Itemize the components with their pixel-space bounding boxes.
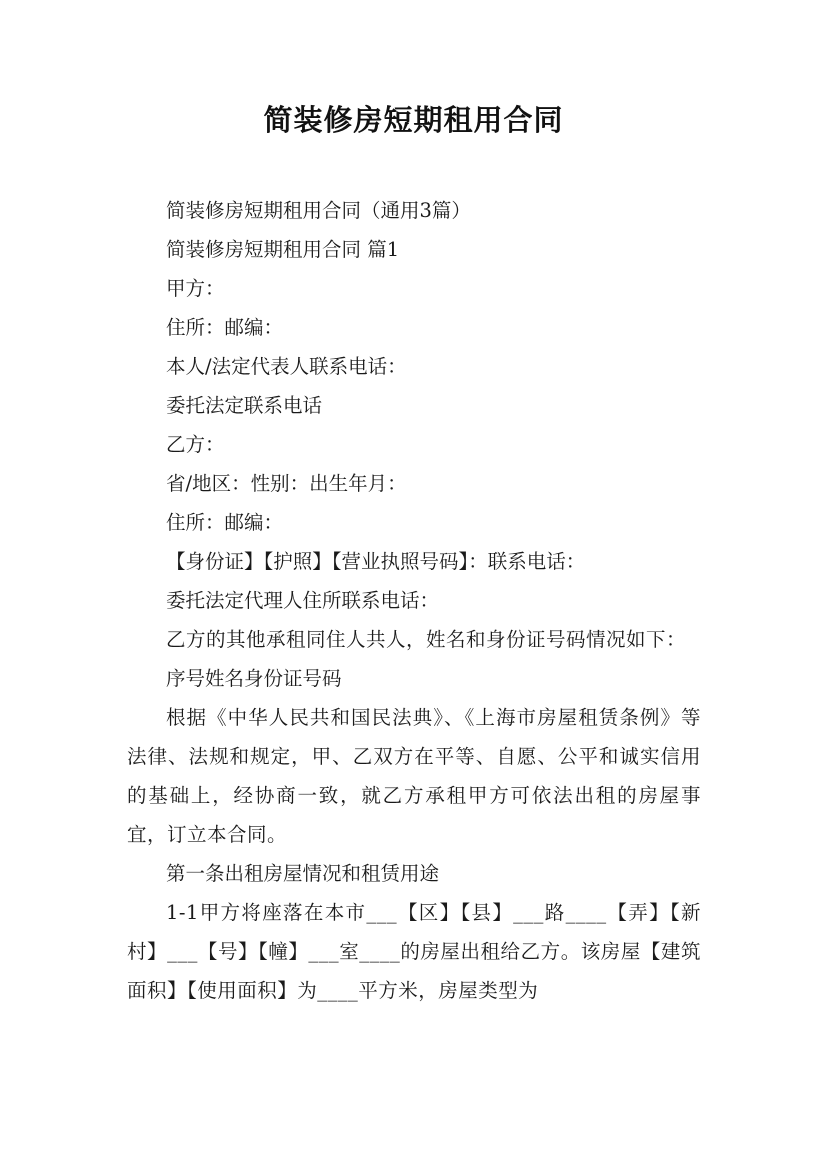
paragraph-party-b-id: 【身份证】【护照】【营业执照号码】：联系电话： [166,550,586,573]
paragraph-party-a-address: 住所：邮编： [166,316,284,339]
paragraph-party-b-address: 住所：邮编： [166,511,284,534]
paragraph-party-b: 乙方： [166,433,225,456]
paragraph-article-1-1: 1-1甲方将座落在本市___【区】【县】___路____【弄】【新村】___【号】【幢】___室____的房屋出租给乙方。该房屋【建筑面积】【使用面积】为____平方米，房屋类型为 [127,901,701,1002]
document-title: 简装修房短期租用合同 [263,103,564,137]
paragraph-table-header: 序号姓名身份证号码 [166,667,342,690]
paragraph-party-b-agent: 委托法定代理人住所联系电话： [166,589,440,612]
paragraph-legal-basis: 根据《中华人民共和国民法典》、《上海市房屋租赁条例》等法律、法规和规定，甲、乙双方在平等、自愿、公平和诚实信用的基础上，经协商一致，就乙方承租甲方可依法出租的房屋事宜，订立本合同。 [127,706,701,846]
paragraph-article-1-heading: 第一条出租房屋情况和租赁用途 [166,862,440,885]
paragraph-section-heading: 简装修房短期租用合同 篇1 [166,238,400,261]
paragraph-party-a-agent-phone: 委托法定联系电话 [166,394,323,417]
paragraph-party-a: 甲方： [166,277,225,300]
paragraph-party-b-region: 省/地区：性别：出生年月： [166,472,407,495]
document-body [127,191,701,1010]
paragraph-co-tenants: 乙方的其他承租同住人共人，姓名和身份证号码情况如下： [166,628,687,651]
paragraph-subtitle: 简装修房短期租用合同（通用3篇） [166,199,471,222]
paragraph-party-a-phone: 本人/法定代表人联系电话： [166,355,407,378]
